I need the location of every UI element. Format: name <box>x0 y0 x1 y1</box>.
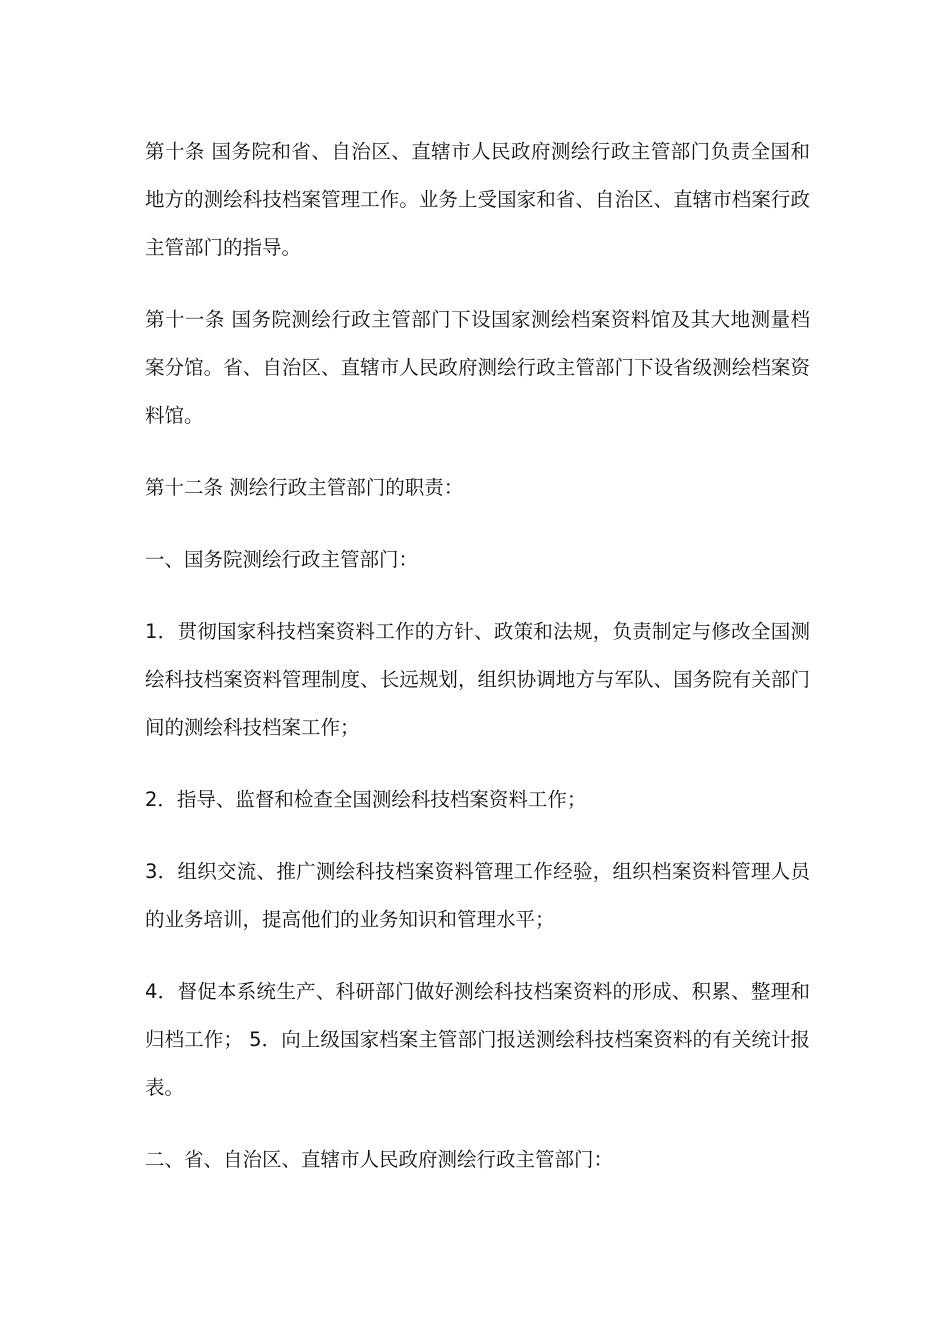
item-2-paragraph: 2．指导、监督和检查全国测绘科技档案资料工作； <box>145 788 587 811</box>
section-2-heading: 二、省、自治区、直辖市人民政府测绘行政主管部门： <box>145 1148 614 1171</box>
item-4-5-paragraph: 4．督促本系统生产、科研部门做好测绘科技档案资料的形成、积累、整理和归档工作； 5．向上级国家档案主管部门报送测绘科技档案资料的有关统计报表。 <box>145 980 810 1099</box>
item-1-paragraph: 1．贯彻国家科技档案资料工作的方针、政策和法规，负责制定与修改全国测绘科技档案资料管理制度、长远规划，组织协调地方与军队、国务院有关部门间的测绘科技档案工作； <box>145 620 810 739</box>
article-10-paragraph: 第十条 国务院和省、自治区、直辖市人民政府测绘行政主管部门负责全国和地方的测绘科技档案管理工作。业务上受国家和省、自治区、直辖市档案行政主管部门的指导。 <box>145 140 810 259</box>
article-12-heading: 第十二条 测绘行政主管部门的职责： <box>145 476 464 499</box>
document-body <box>145 128 810 1208</box>
item-3-paragraph: 3．组织交流、推广测绘科技档案资料管理工作经验，组织档案资料管理人员的业务培训，提高他们的业务知识和管理水平； <box>145 860 810 931</box>
article-11-paragraph: 第十一条 国务院测绘行政主管部门下设国家测绘档案资料馆及其大地测量档案分馆。省、自治区、直辖市人民政府测绘行政主管部门下设省级测绘档案资料馆。 <box>145 308 810 427</box>
section-1-heading: 一、国务院测绘行政主管部门： <box>145 548 419 571</box>
